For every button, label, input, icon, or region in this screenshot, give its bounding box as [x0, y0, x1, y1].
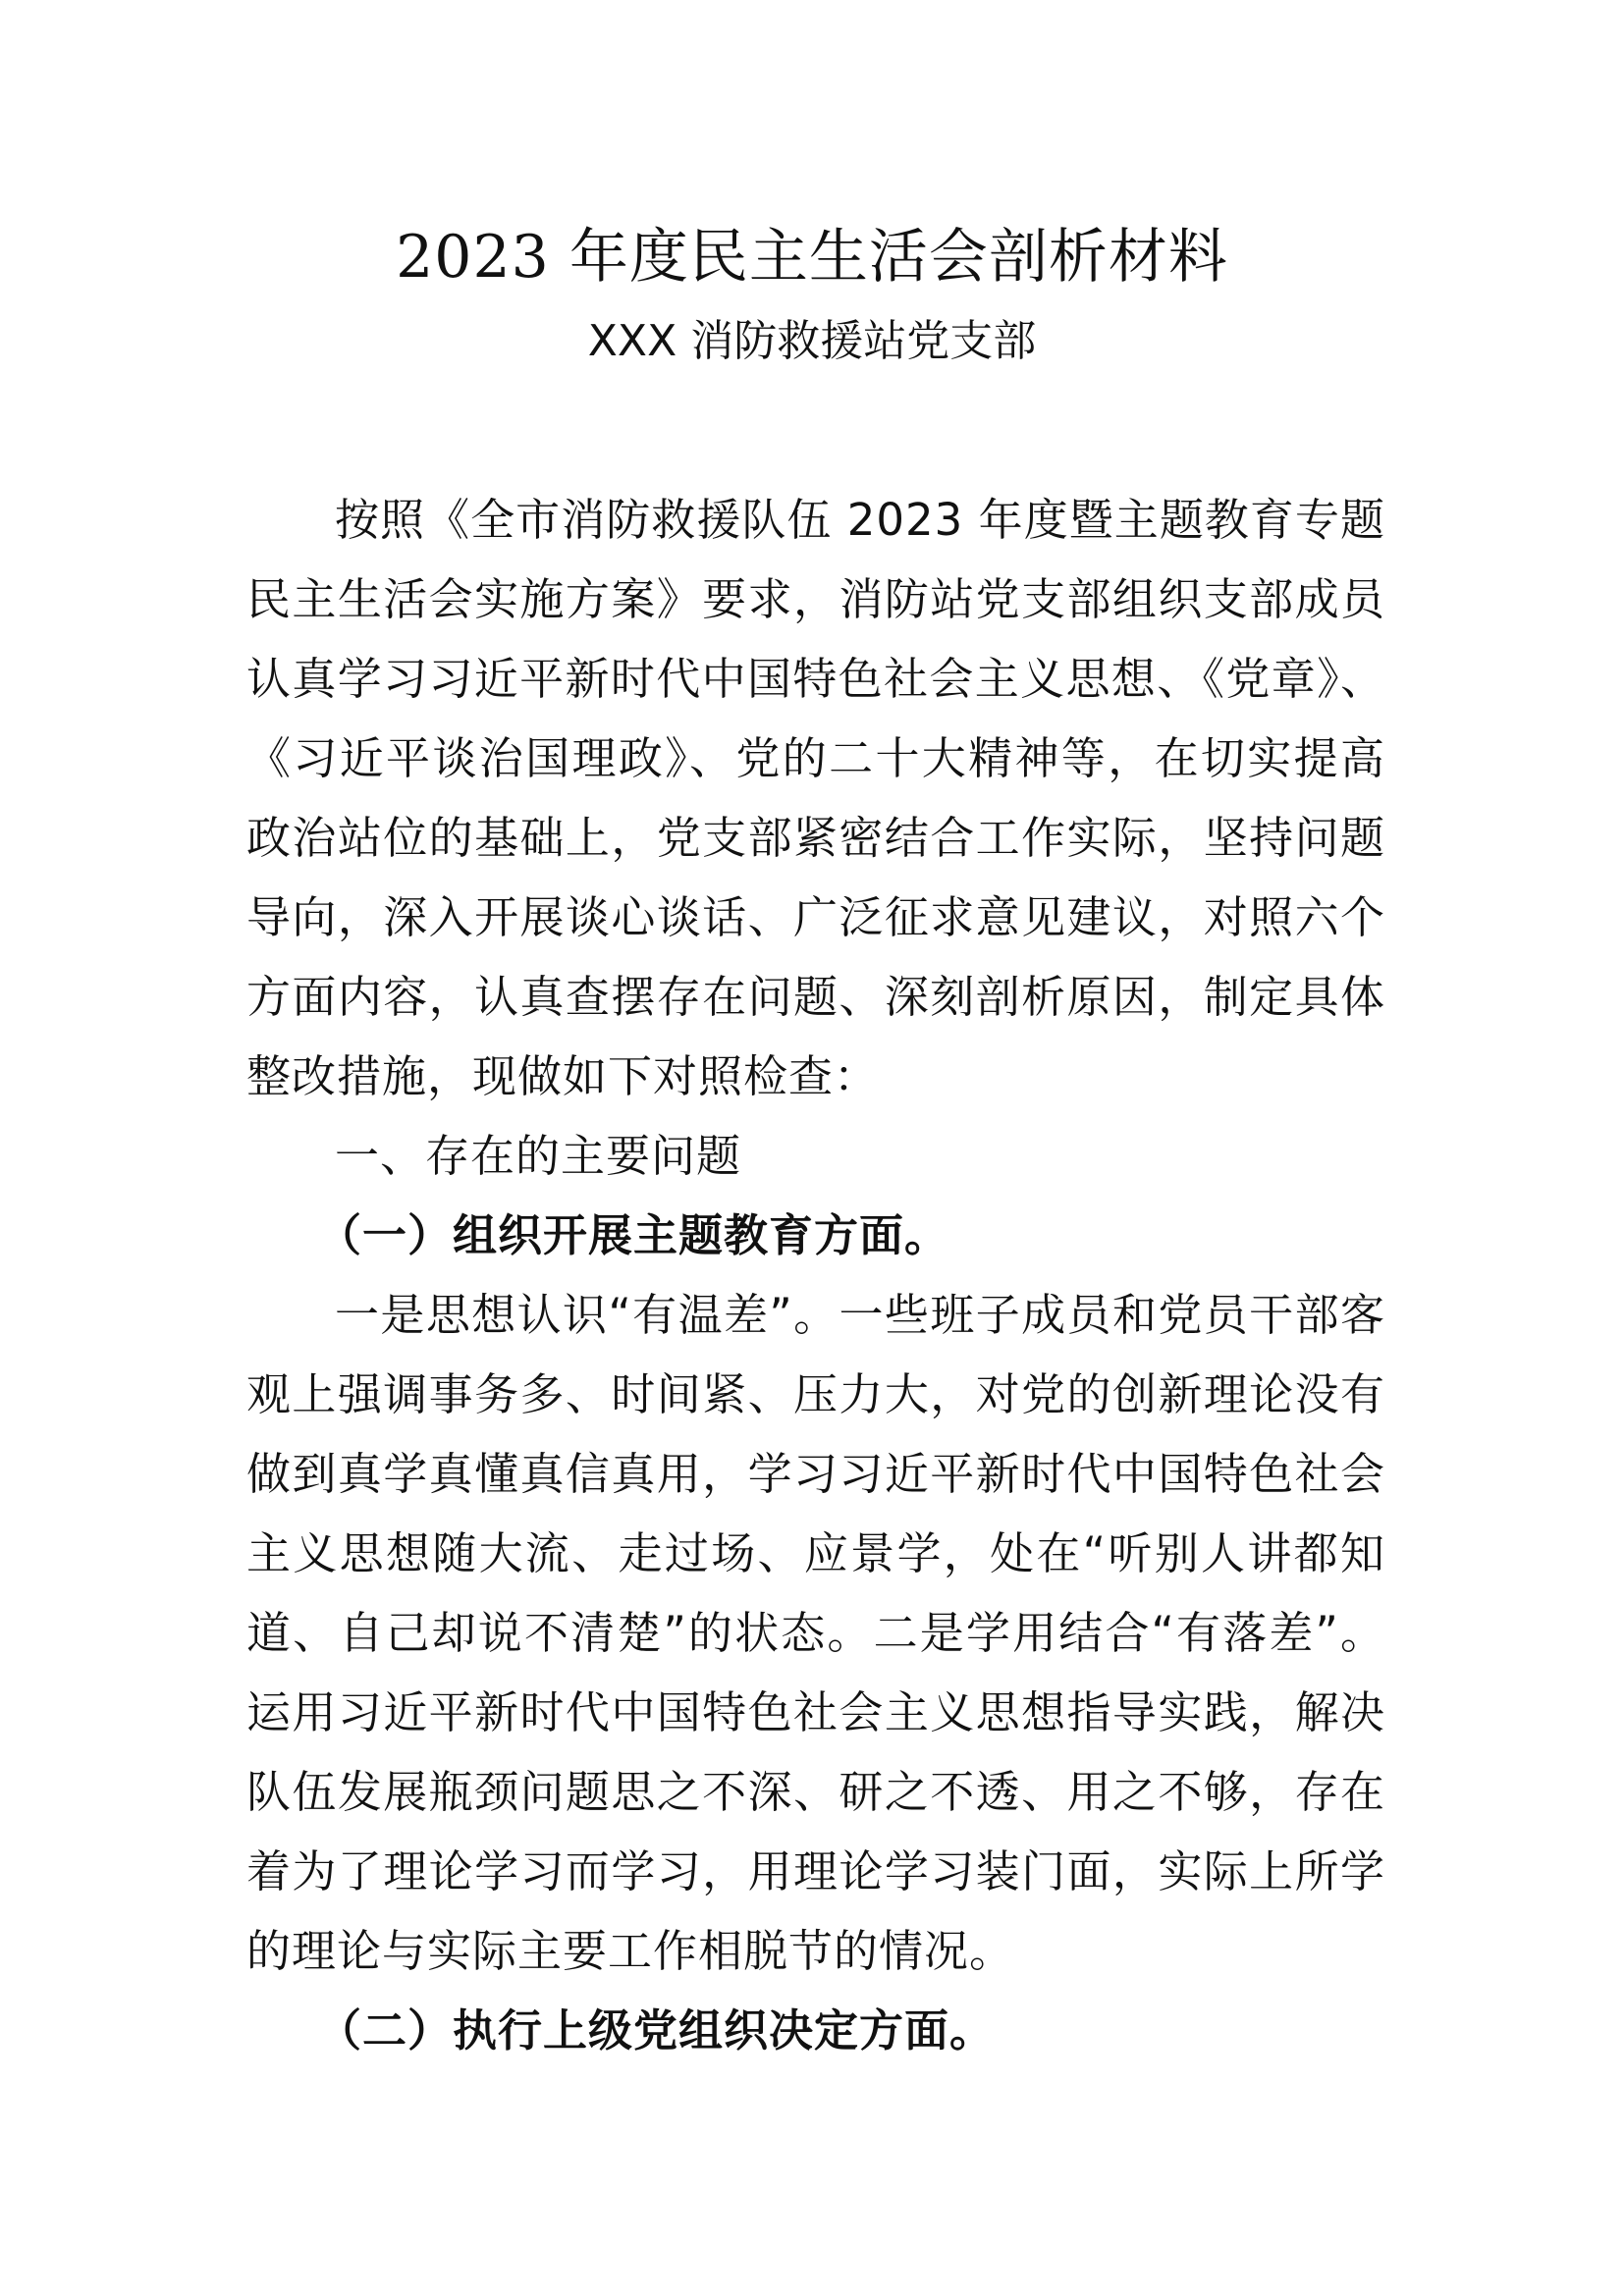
- document-title: 2023 年度民主生活会剖析材料: [396, 223, 1228, 292]
- intro-paragraph: 按照《全市消防救援队伍 2023 年度暨主题教育专题民主生活会实施方案》要求，消防站党支部组织支部成员认真学习习近平新时代中国特色社会主义思想、《党章》、《习近平谈治国理政》、党的二十大精神等，在切实提高政治站位的基础上，党支部紧密结合工作实际，坚持问题导向，深入开展谈心谈话、广泛征求意见建议，对照六个方面内容，认真查摆存在问题、深刻剖析原因，制定具体整改措施，现做如下对照检查：: [246, 494, 1385, 1102]
- subsection-one-heading: （一）组织开展主题教育方面。: [317, 1209, 950, 1261]
- subsection-one-paragraph: 一是思想认识“有温差”。一些班子成员和党员干部客观上强调事务多、时间紧、压力大，对党的创新理论没有做到真学真懂真信真用，学习习近平新时代中国特色社会主义思想随大流、走过场、应景学，处在“听别人讲都知道、自己却说不清楚”的状态。二是学用结合“有落差”。运用习近平新时代中国特色社会主义思想指导实践，解决队伍发展瓶颈问题思之不深、研之不透、用之不够，存在着为了理论学习而学习，用理论学习装门面，实际上所学的理论与实际主要工作相脱节的情况。: [246, 1289, 1385, 1977]
- document-body: [246, 480, 1385, 2070]
- document-subtitle: XXX 消防救援站党支部: [587, 316, 1037, 366]
- section-one-heading: 一、存在的主要问题: [335, 1130, 742, 1182]
- subsection-two-heading: （二）执行上级党组织决定方面。: [317, 2004, 996, 2056]
